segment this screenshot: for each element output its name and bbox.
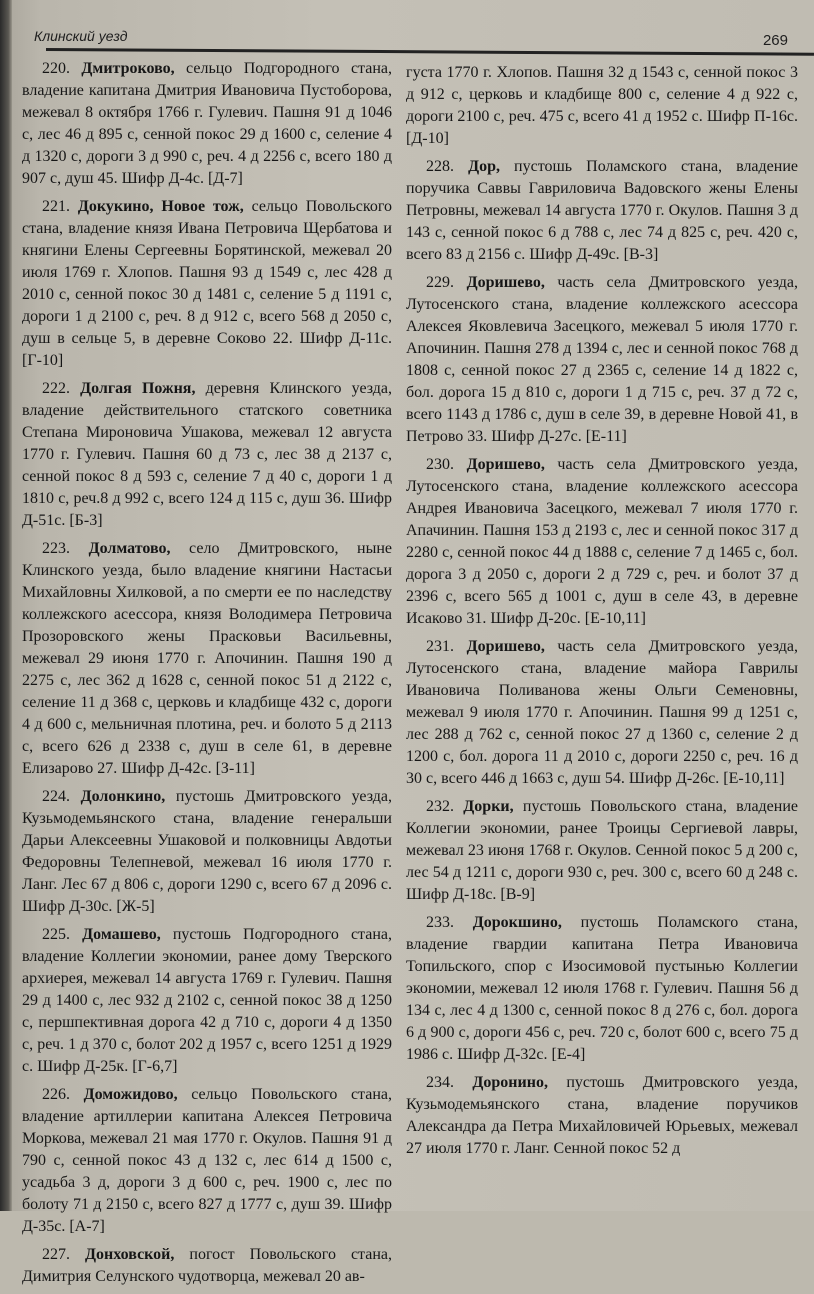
entry-placename: Доронино, (472, 1074, 548, 1091)
entry-text: пустошь Поламского стана, владение поручика Саввы Гавриловича Вадовского жены Елены Петровны, межевал 14 августа 1770 г. Окулов. Пашня 3 д 143 с, сенной покос 6 д 788 с, лес 74 д 825 с, реч. 420 с, всего 83 д 2156 с. Шифр Д-49с. [В-3] (406, 158, 799, 263)
gazetteer-entry (22, 924, 392, 1078)
entry-placename: Долонкино, (80, 788, 166, 805)
gazetteer-entry (406, 912, 798, 1066)
gazetteer-entry (406, 796, 798, 906)
entry-number: 223. (42, 540, 70, 557)
entry-text: сельцо Подгородного стана, владение капитана Дмитрия Ивановича Пустоборова, межевал 8 октября 1766 г. Гулевич. Пашня 91 д 1046 с, лес 46 д 895 с, сенной покос 29 д 1600 с, селение 4 д 1320 с, дороги 3 д 990 с, реч. 4 д 2256 с, всего 180 д 907 с, душ 45. Шифр Д-4с. [Д-7] (22, 60, 392, 187)
entry-number: 222. (42, 380, 70, 397)
gazetteer-entry (406, 454, 798, 630)
gazetteer-entry (22, 58, 392, 190)
gazetteer-entry (22, 1084, 392, 1238)
gazetteer-entry (406, 1072, 798, 1160)
entry-placename: Донховской, (85, 1246, 175, 1263)
gazetteer-entry (22, 196, 392, 372)
entry-text: пустошь Подгородного стана, владение Коллегии экономии, ранее дому Тверского архиерея, межевал 14 августа 1769 г. Гулевич. Пашня 29 д 1400 с, лес 932 д 2102 с, сенной покос 38 д 1250 с, першпективная дорога 42 д 710 с, дороги 4 д 1350 с, реч. 1 д 370 с, болот 202 д 1957 с, всего 1251 д 1929 с. Шифр Д-25к. [Г-6,7] (22, 926, 392, 1075)
running-head (28, 20, 788, 50)
right-column (406, 62, 798, 1166)
gazetteer-entry (406, 62, 798, 150)
left-column (22, 58, 392, 1294)
entry-text: часть села Дмитровского уезда, Лутосенского стана, владение майора Гаврилы Ивановича Поливанова жены Ольги Семеновны, межевал 9 июля 1770 г. Апочинин. Пашня 99 д 1251 с, лес 288 д 762 с, сенной покос 27 д 1360 с, селение 2 д 1200 с, бол. дорога 11 д 2010 с, дороги 2250 с, реч. 16 д 30 с, всего 446 д 1663 с, душ 54. Шифр Д-26с. [Е-10,11] (406, 638, 799, 787)
entry-text: пустошь Дмитровского уезда, Кузьмодемьянского стана, владение поручиков Александра да Петра Михайловичей Юрьевых, межевал 27 июля 1770 г. Ланг. Сенной покос 52 д (406, 1074, 798, 1157)
entry-placename: Доришево, (466, 456, 545, 473)
entry-placename: Докукино, Новое тож, (77, 198, 244, 215)
entry-placename: Дорокшино, (472, 914, 562, 931)
entry-placename: Долматово, (88, 540, 171, 557)
entry-text: село Дмитровского, ныне Клинского уезда, было владение княгини Настасьи Михайловны Хилковой, а по смерти ее по наследству коллежского асессора, князя Володимера Петровича Прозоровского жены Прасковьи Васильевны, межевал 29 июня 1770 г. Апочинин. Пашня 190 д 2275 с, лес 362 д 1628 с, сенной покос 51 д 2122 с, селение 11 д 368 с, церковь и кладбище 432 с, дороги 4 д 600 с, мельничная плотина, реч. и болото 5 д 2113 с, всего 626 д 2338 с, душ в селе 61, в деревне Елизарово 27. Шифр Д-42с. [З-11] (22, 540, 392, 777)
book-spine-shadow (0, 0, 12, 1211)
entry-placename: Доришево, (466, 638, 545, 655)
gazetteer-entry (406, 156, 798, 266)
entry-placename: Долгая Пожня, (80, 380, 196, 397)
gazetteer-entry (22, 378, 392, 532)
header-rule (46, 48, 814, 56)
gazetteer-entry (22, 786, 392, 918)
entry-text: пустошь Повольского стана, владение Коллегии экономии, ранее Троицы Сергиевой лавры, межевал 23 июня 1768 г. Окулов. Сенной покос 5 д 200 с, лес 54 д 1211 с, дороги 930 с, реч. 300 с, всего 60 д 248 с. Шифр Д-18с. [В-9] (406, 798, 799, 903)
page-number: 269 (762, 32, 788, 49)
entry-text: часть села Дмитровского уезда, Лутосенского стана, владение коллежского асессора Андрея Ивановича Засецкого, межевал 7 июля 1770 г. Апачинин. Пашня 153 д 2193 с, лес и сенной покос 317 д 2280 с, сенной покос 44 д 1888 с, селение 7 д 1465 с, бол. дорога 3 д 2050 с, дороги 2 д 729 с, реч. и болот 37 д 2396 с, всего 565 д 1001 с, душ в селе 43, в деревне Исаково 31. Шифр Д-20с. [Е-10,11] (406, 456, 799, 627)
entry-placename: Домашево, (82, 926, 161, 943)
section-title: Клинский уезд (34, 28, 128, 44)
entry-placename: Дмитроково, (81, 60, 175, 77)
entry-number: 234. (426, 1074, 454, 1091)
entry-number: 225. (42, 926, 70, 943)
entry-text: густа 1770 г. Хлопов. Пашня 32 д 1543 с, сенной покос 3 д 912 с, церковь и кладбище 800 с, селение 4 д 922 с, дороги 2100 с, реч. 475 с, всего 41 д 1952 с. Шифр П-16с. [Д-10] (406, 64, 798, 147)
gazetteer-entry (406, 636, 798, 790)
entry-number: 231. (426, 638, 454, 655)
entry-placename: Доможидово, (83, 1086, 178, 1103)
entry-text: пустошь Дмитровского уезда, Кузьмодемьянского стана, владение генеральши Дарьи Алексеевны Ушаковой и полковницы Авдотьи Федоровны Телепневой, межевал 16 июля 1770 г. Ланг. Лес 67 д 806 с, дороги 1290 с, всего 67 д 2096 с. Шифр Д-30с. [Ж-5] (22, 788, 392, 915)
entry-text: деревня Клинского уезда, владение действительного статского советника Степана Мироновича Ушакова, межевал 12 августа 1770 г. Гулевич. Пашня 60 д 73 с, лес 38 д 2137 с, сенной покос 8 д 593 с, селение 7 д 40 с, дороги 1 д 1810 с, реч.8 д 992 с, всего 124 д 115 с, душ 36. Шифр Д-51с. [Б-3] (22, 380, 393, 529)
entry-text: сельцо Повольского стана, владение артиллерии капитана Алексея Петровича Моркова, межевал 21 мая 1770 г. Окулов. Пашня 91 д 790 с, сенной покос 43 д 132 с, лес 614 д 1500 с, усадьба 3 д, дороги 3 д 600 с, реч. 1900 с, лес по болоту 71 д 2150 с, всего 827 д 1777 с, душ 39. Шифр Д-35с. [А-7] (22, 1086, 393, 1235)
entry-number: 232. (426, 798, 454, 815)
entry-text: сельцо Повольского стана, владение князя Ивана Петровича Щербатова и княгини Елены Сергеевны Борятинской, межевал 20 июля 1769 г. Хлопов. Пашня 93 д 1549 с, лес 428 д 2010 с, сенной покос 30 д 1481 с, селение 5 д 1191 с, дороги 1 д 2100 с, реч. 8 д 912 с, всего 568 д 2050 с, душ в сельце 5, в деревне Соково 22. Шифр Д-11с. [Г-10] (22, 198, 393, 369)
entry-text: часть села Дмитровского уезда, Лутосенского стана, владение коллежского асессора Алексея Яковлевича Засецкого, межевал 5 июля 1770 г. Апочинин. Пашня 278 д 1394 с, лес и сенной покос 768 д 1808 с, сенной покос 27 д 2365 с, селение 14 д 1822 с, бол. дорога 15 д 810 с, дороги 1 д 715 с, реч. 37 д 72 с, всего 1143 д 1786 с, душ в селе 39, в деревне Новой 41, в Петрово 33. Шифр Д-27с. [Е-11] (406, 274, 799, 445)
entry-number: 233. (426, 914, 454, 931)
entry-number: 230. (426, 456, 454, 473)
entry-placename: Доришево, (466, 274, 545, 291)
entry-number: 227. (42, 1246, 70, 1263)
entry-number: 226. (42, 1086, 70, 1103)
entry-placename: Дор, (468, 158, 500, 175)
entry-number: 228. (426, 158, 454, 175)
entry-number: 224. (42, 788, 70, 805)
entry-text: пустошь Поламского стана, владение гвардии капитана Петра Ивановича Топильского, спор с Изосимовой пустынью Коллегии экономии, межевал 12 июля 1768 г. Гулевич. Пашня 56 д 134 с, лес 4 д 1300 с, сенной покос 8 д 276 с, бол. дорога 6 д 900 с, дороги 456 с, реч. 720 с, болот 600 с, всего 75 д 1986 с. Шифр Д-32с. [Е-4] (406, 914, 799, 1063)
entry-number: 221. (42, 198, 70, 215)
gazetteer-entry (406, 272, 798, 448)
gazetteer-entry (22, 538, 392, 780)
entry-number: 229. (426, 274, 454, 291)
entry-text: погост Повольского стана, Димитрия Селунского чудотворца, межевал 20 ав- (22, 1246, 392, 1285)
entry-placename: Дорки, (463, 798, 514, 815)
entry-number: 220. (42, 60, 70, 77)
gazetteer-entry (22, 1244, 392, 1288)
